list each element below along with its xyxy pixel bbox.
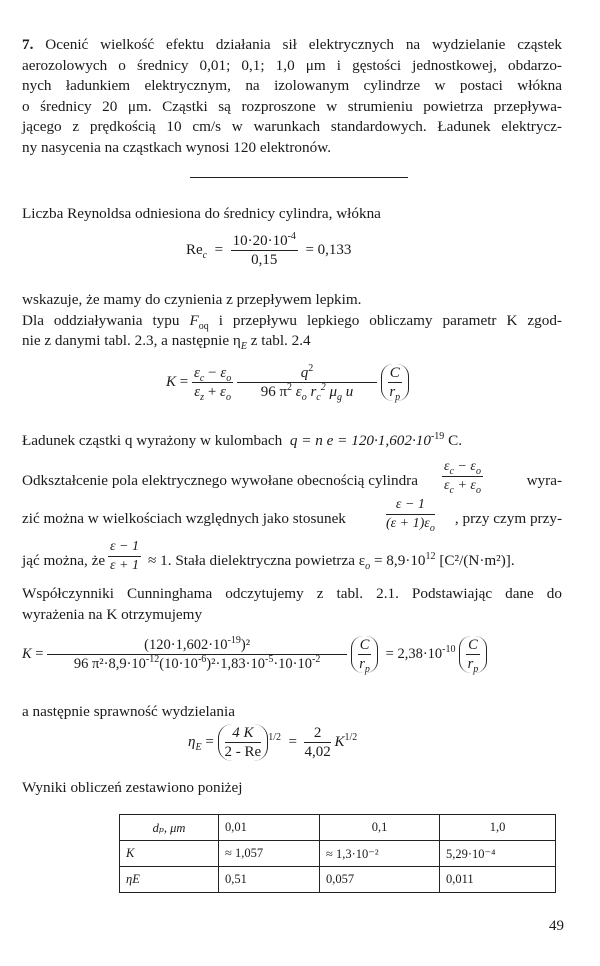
table-cell: 0,057 (320, 867, 440, 893)
results-table (119, 814, 556, 893)
problem-statement (22, 35, 562, 158)
table-header-cell: 0,1 (320, 815, 440, 841)
efficiency-intro: a następnie sprawność wydzielania (22, 703, 235, 720)
problem-number: 7. (22, 36, 34, 53)
efficiency-formula: $\eta_E$ = $\frac{4 K}{2 - Re}$ $^{1/2}$ = $\frac{2}{4,02}$ $K^{1/2}$ (188, 725, 358, 760)
reynolds-equation: $Re_c$ = $\frac{10\cdot 20\cdot 10^{-4}}{0,15}$ = 0,133 (186, 231, 352, 268)
table-header-cell: 0,01 (219, 815, 320, 841)
table-cell: ≈ 1,3·10⁻² (320, 841, 440, 867)
problem-line-3: nych ładunkiem elektrycznym, na izolowanym cylindrze w postaci włókna (22, 77, 562, 94)
reynolds-fraction: $\frac{10\cdot 20\cdot 10^{-4}}{0,15}$ (232, 231, 296, 268)
table-cell: 0,011 (440, 867, 556, 893)
table-row (120, 867, 556, 893)
relative-line: zić można w wielkościach względnych jako stosunek $\frac{\varepsilon - 1}{(\varepsilon + 1)\varepsilon_o}$ , przy czym przy- (22, 497, 562, 534)
problem-line-6: ny nasycenia na cząstkach wynosi 120 elektronów. (22, 138, 331, 156)
table-cell: 5,29·10⁻⁴ (440, 841, 556, 867)
table-row (120, 815, 556, 841)
table-header-cell: 1,0 (440, 815, 556, 841)
problem-line-1: Ocenić wielkość efektu działania sił elektrycznych na wydzielanie cząstek (45, 36, 562, 53)
results-intro: Wyniki obliczeń zestawiono poniżej (22, 779, 243, 796)
approximation-line: jąć można, że $\frac{\varepsilon - 1}{\varepsilon + 1}$ ≈ 1. Stała dielektryczna powietrza $\varepsilon_o = 8,9\cdot 10^{12}$ [C²/(N·m²)]. (22, 539, 515, 573)
table-cell: 0,51 (219, 867, 320, 893)
table-header-cell: dₚ, μm (120, 815, 219, 841)
table-cell: K (120, 841, 219, 867)
table-row (120, 841, 556, 867)
page-number: 49 (549, 918, 564, 934)
deformation-line: Odkształcenie pola elektrycznego wywołane obecnością cylindra $\frac{\varepsilon_c - \varepsilon_o}{\varepsilon_c + \varepsilon_o}$ wyra- (22, 459, 562, 496)
problem-line-5: jącego z prędkością 10 cm/s w warunkach standardowych. Ładunek elektrycz- (22, 118, 562, 135)
charge-line: Ładunek cząstki q wyrażony w kulombach q = n $e = 120\cdot 1,602\cdot 10^{-19}$ C. (22, 430, 463, 449)
reynolds-intro: Liczba Reynoldsa odniesiona do średnicy cylindra, włókna (22, 205, 381, 222)
k-numeric-formula: K = $\frac{(120\cdot 1,602\cdot 10^{-19})^2}{96 \pi^2\cdot 8,9\cdot 10^{-12}(10\cdot 10^{-6})^2\cdot 1,83\cdot 10^{-5}\cdot 10\cdot 10^{-2}}$ $\frac{C}{r_p}$ = $2,38\cdot 10^{-10}$ $\frac{C}{r_p}$ (22, 636, 487, 673)
cunningham-text: Współczynniki Cunninghama odczytujemy z tabl. 2.1. Podstawiając dane do wyrażenia na K otrzymujemy (22, 585, 562, 623)
problem-line-2: aerozolowych o średnicy 0,01; 0,1; 1,0 μm i gęstości jednostkowej, obdarzo- (22, 56, 562, 74)
table-cell: ≈ 1,057 (219, 841, 320, 867)
problem-line-4: o średnicy 20 μm. Cząstki są rozproszone w strumieniu powietrza przepływa- (22, 97, 562, 115)
viscous-flow-text: wskazuje, że mamy do czynienia z przepływem lepkim. Dla oddziaływania typu $F_{oq}$ i przepływu lepkiego obliczamy parametr K zgod- nie z danymi tabl. 2.3, a następnie $\eta_E$ z tabl. 2.4 (22, 291, 562, 353)
section-divider (190, 177, 408, 178)
k-general-formula: K = $\frac{\varepsilon_c - \varepsilon_o}{\varepsilon_z + \varepsilon_o}$ $\frac{q^2}{96 \pi^2 \varepsilon_o r_c^2 \mu_g u}$ $\frac{C}{r_p}$ (166, 364, 409, 401)
table-cell: ηE (120, 867, 219, 893)
